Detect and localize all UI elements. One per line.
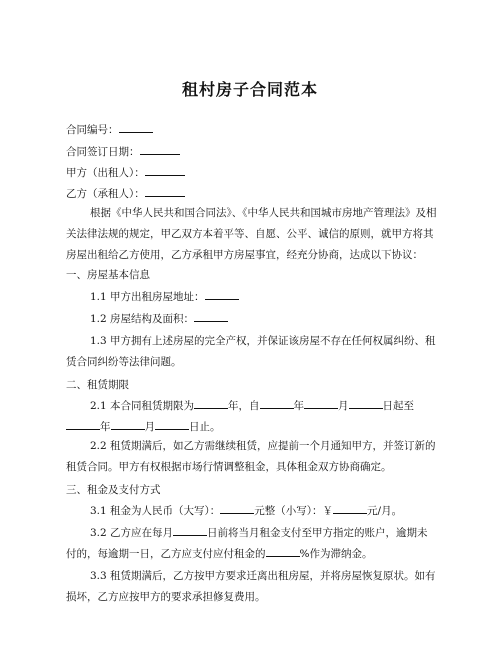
rent-uppercase-blank[interactable] <box>220 503 254 514</box>
late-fee-percent-blank[interactable] <box>266 546 300 557</box>
contract-number-line <box>66 122 438 138</box>
start-day-blank[interactable] <box>349 398 383 409</box>
section-3-heading: 三、租金及支付方式 <box>66 484 161 496</box>
item-2-1-part-3: 年 <box>293 400 305 412</box>
item-3-3: 3.3 租赁期满后，乙方按甲方要求迁离出租房屋，并将房屋恢复原状。如有损坏，乙方应按甲方的要求承担修复费用。 <box>66 570 436 603</box>
item-3-1-part-1: 3.1 租金为人民币（大写）： <box>90 505 221 517</box>
document-title: 租村房子合同范本 <box>181 80 318 99</box>
item-2-1-part-6: 年 <box>100 421 111 433</box>
item-3-2 <box>66 523 438 565</box>
item-2-1-part-1: 2.1 本合同租赁期限为 <box>90 400 195 412</box>
party-a-blank[interactable] <box>145 165 185 176</box>
item-1-3: 1.3 甲方拥有上述房屋的完全产权，并保证该房屋不存在任何权属纠纷、租赁合同纠纷等法律问题。 <box>66 335 436 368</box>
item-3-1 <box>90 503 438 519</box>
party-a-label: 甲方（出租人）： <box>66 167 145 179</box>
structure-area-blank[interactable] <box>194 311 228 322</box>
item-3-2-part-1: 3.2 乙方应在每月 <box>90 527 174 539</box>
contract-number-blank[interactable] <box>119 122 153 133</box>
party-b-label: 乙方（承租人）： <box>66 188 145 200</box>
address-blank[interactable] <box>205 289 239 300</box>
section-1-heading: 一、房屋基本信息 <box>66 269 150 281</box>
sign-date-blank[interactable] <box>140 144 180 155</box>
item-2-1-part-8: 日止。 <box>189 421 221 433</box>
sign-date-label: 合同签订日期： <box>66 146 140 158</box>
item-1-2 <box>90 311 438 327</box>
item-3-1-part-2: 元整（小写）：￥ <box>254 505 334 517</box>
party-b-line <box>66 186 438 202</box>
end-year-blank[interactable] <box>66 419 100 430</box>
item-1-1 <box>90 289 438 305</box>
item-3-2-part-3: %作为滞纳金。 <box>299 548 373 560</box>
party-a-line <box>66 165 438 181</box>
payment-day-blank[interactable] <box>173 525 207 536</box>
rent-lowercase-blank[interactable] <box>333 503 367 514</box>
item-2-1-part-2: 年，自 <box>228 400 260 412</box>
end-day-blank[interactable] <box>155 419 189 430</box>
item-1-2-text: 1.2 房屋结构及面积： <box>90 313 195 325</box>
item-2-1 <box>66 396 438 438</box>
item-1-1-text: 1.1 甲方出租房屋地址： <box>90 291 205 303</box>
contract-number-label: 合同编号： <box>66 124 119 136</box>
item-2-1-part-7: 月 <box>144 421 155 433</box>
party-b-blank[interactable] <box>145 186 185 197</box>
item-2-2: 2.2 租赁期满后，如乙方需继续租赁，应提前一个月通知甲方，并签订新的租赁合同。甲方有权根据市场行情调整租金，具体租金双方协商确定。 <box>66 440 436 473</box>
preamble-paragraph: 根据《中华人民共和国合同法》、《中华人民共和国城市房地产管理法》及相关法律法规的规定，甲乙双方本着平等、自愿、公平、诚信的原则，就甲方将其房屋出租给乙方使用，乙方承租甲方房屋事宜，经充分协商，达成以下协议： <box>66 207 437 261</box>
item-3-2-part-2: 日前将当月租金支付至甲方指定的账户，逾期未付的，每逾期一日，乙方应支付应付租金的 <box>66 527 428 560</box>
item-2-1-part-4: 月 <box>338 400 349 412</box>
item-3-1-part-3: 元/月。 <box>367 505 403 517</box>
end-month-blank[interactable] <box>111 419 145 430</box>
item-2-1-part-5: 日起至 <box>382 400 415 412</box>
term-years-blank[interactable] <box>194 398 228 409</box>
start-month-blank[interactable] <box>304 398 338 409</box>
section-2-heading: 二、租赁期限 <box>66 379 129 391</box>
sign-date-line <box>66 144 438 160</box>
start-year-blank[interactable] <box>260 398 294 409</box>
